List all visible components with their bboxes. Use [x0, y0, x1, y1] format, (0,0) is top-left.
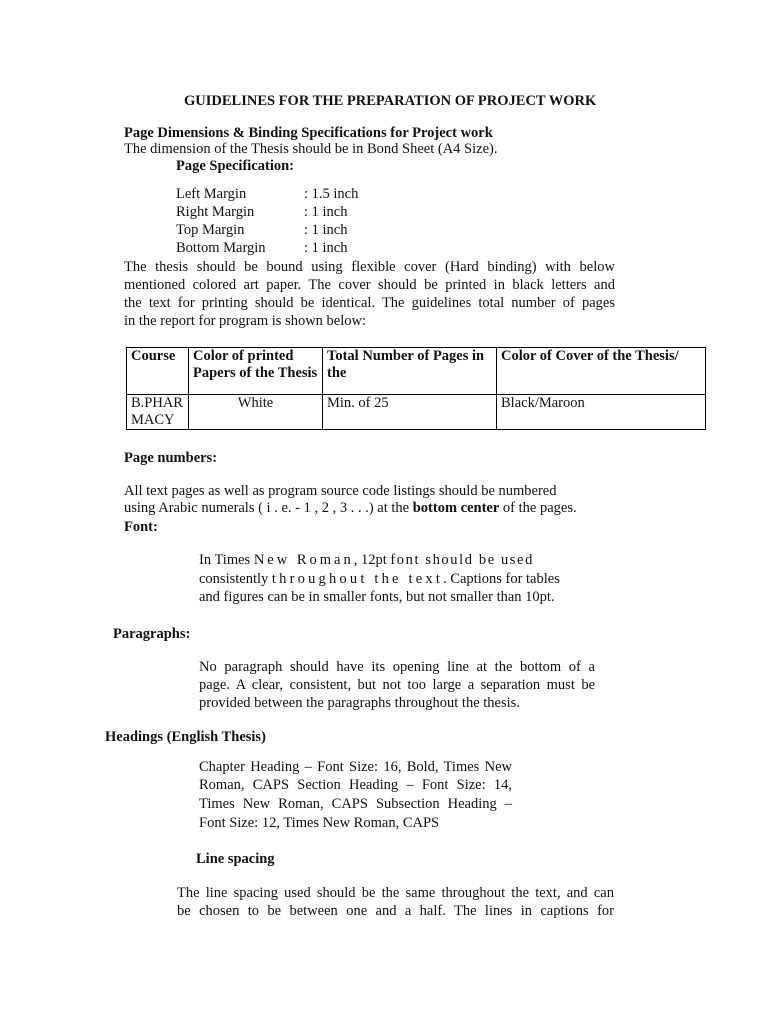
- margin-value: : 1 inch: [304, 222, 348, 238]
- table-cell: Black/Maroon: [497, 395, 706, 430]
- page-numbers-line: [124, 499, 577, 517]
- margin-label: Left Margin: [176, 186, 247, 202]
- line-spacing-line: The line spacing used should be the same throughout the text, and can: [177, 885, 614, 901]
- table-cell: Min. of 25: [323, 395, 497, 430]
- margin-value: : 1 inch: [304, 240, 348, 256]
- line-spacing-heading: Line spacing: [196, 851, 275, 867]
- table-cell: B.PHARMACY: [127, 395, 189, 430]
- margin-label: Right Margin: [176, 204, 255, 220]
- margin-label: Bottom Margin: [176, 240, 266, 256]
- font-heading: Font:: [124, 519, 158, 535]
- margin-row: [176, 203, 358, 221]
- headings-line: Roman, CAPS Section Heading – Font Size: 14,: [199, 777, 512, 793]
- table-row: [127, 395, 706, 430]
- headings-line: Font Size: 12, Times New Roman, CAPS: [199, 815, 440, 831]
- page-numbers-text: of the pages.: [499, 500, 577, 516]
- table-header-cell: Total Number of Pages in the: [323, 348, 497, 395]
- font-text: , 12pt: [353, 552, 391, 568]
- headings-line: Times New Roman, CAPS Subsection Heading –: [199, 796, 512, 812]
- page-numbers-line: All text pages as well as program source code listings should be numbered: [124, 483, 557, 499]
- headings-line: Chapter Heading – Font Size: 16, Bold, Times New: [199, 759, 512, 775]
- font-line: [199, 551, 534, 569]
- margin-label: Top Margin: [176, 222, 245, 238]
- font-text: . Captions for tables: [443, 571, 560, 587]
- paragraphs-line: No paragraph should have its opening line at the bottom of a: [199, 659, 595, 675]
- table-cell: White: [189, 395, 323, 430]
- font-text-spaced: New Roman: [253, 552, 354, 568]
- margin-row: [176, 185, 358, 203]
- bottom-center-emphasis: bottom center: [412, 500, 500, 516]
- margin-spec-table: [176, 185, 358, 257]
- page-spec-heading: Page Specification:: [176, 158, 294, 174]
- font-text-spaced: font should be used: [390, 552, 534, 568]
- dimensions-intro: The dimension of the Thesis should be in Bond Sheet (A4 Size).: [124, 141, 498, 157]
- binding-line: The thesis should be bound using flexible cover (Hard binding) with below: [124, 259, 615, 275]
- table-header-cell: Course: [127, 348, 189, 395]
- headings-heading: Headings (English Thesis): [105, 729, 266, 745]
- table-header-cell: Color of printed Papers of the Thesis: [189, 348, 323, 395]
- thesis-spec-table: [126, 347, 706, 430]
- table-header-row: [127, 348, 706, 395]
- page-numbers-text: using Arabic numerals ( i . e. - 1 , 2 , 3 . . .) at the: [124, 500, 413, 516]
- page-title: GUIDELINES FOR THE PREPARATION OF PROJECT WORK: [184, 93, 597, 109]
- font-text-spaced: throughout the text: [271, 571, 444, 587]
- section-heading-dimensions: Page Dimensions & Binding Specifications for Project work: [124, 125, 493, 141]
- font-text: In Times: [199, 552, 254, 568]
- table-header-cell: Color of Cover of the Thesis/: [497, 348, 706, 395]
- paragraphs-line: page. A clear, consistent, but not too large a separation must be: [199, 677, 595, 693]
- page-numbers-heading: Page numbers:: [124, 450, 218, 466]
- binding-line: the text for printing should be identical. The guidelines total number of pages: [124, 295, 615, 311]
- font-line: and figures can be in smaller fonts, but not smaller than 10pt.: [199, 589, 555, 605]
- font-text: consistently: [199, 571, 272, 587]
- margin-row: [176, 221, 358, 239]
- line-spacing-line: be chosen to be between one and a half. The lines in captions for: [177, 903, 614, 919]
- margin-value: : 1 inch: [304, 204, 348, 220]
- margin-value: : 1.5 inch: [304, 186, 359, 202]
- paragraphs-line: provided between the paragraphs throughout the thesis.: [199, 695, 520, 711]
- binding-line: mentioned colored art paper. The cover should be printed in black letters and: [124, 277, 615, 293]
- font-line: [199, 570, 560, 588]
- paragraphs-heading: Paragraphs:: [113, 626, 191, 642]
- binding-line: in the report for program is shown below:: [124, 313, 367, 329]
- margin-row: [176, 239, 358, 257]
